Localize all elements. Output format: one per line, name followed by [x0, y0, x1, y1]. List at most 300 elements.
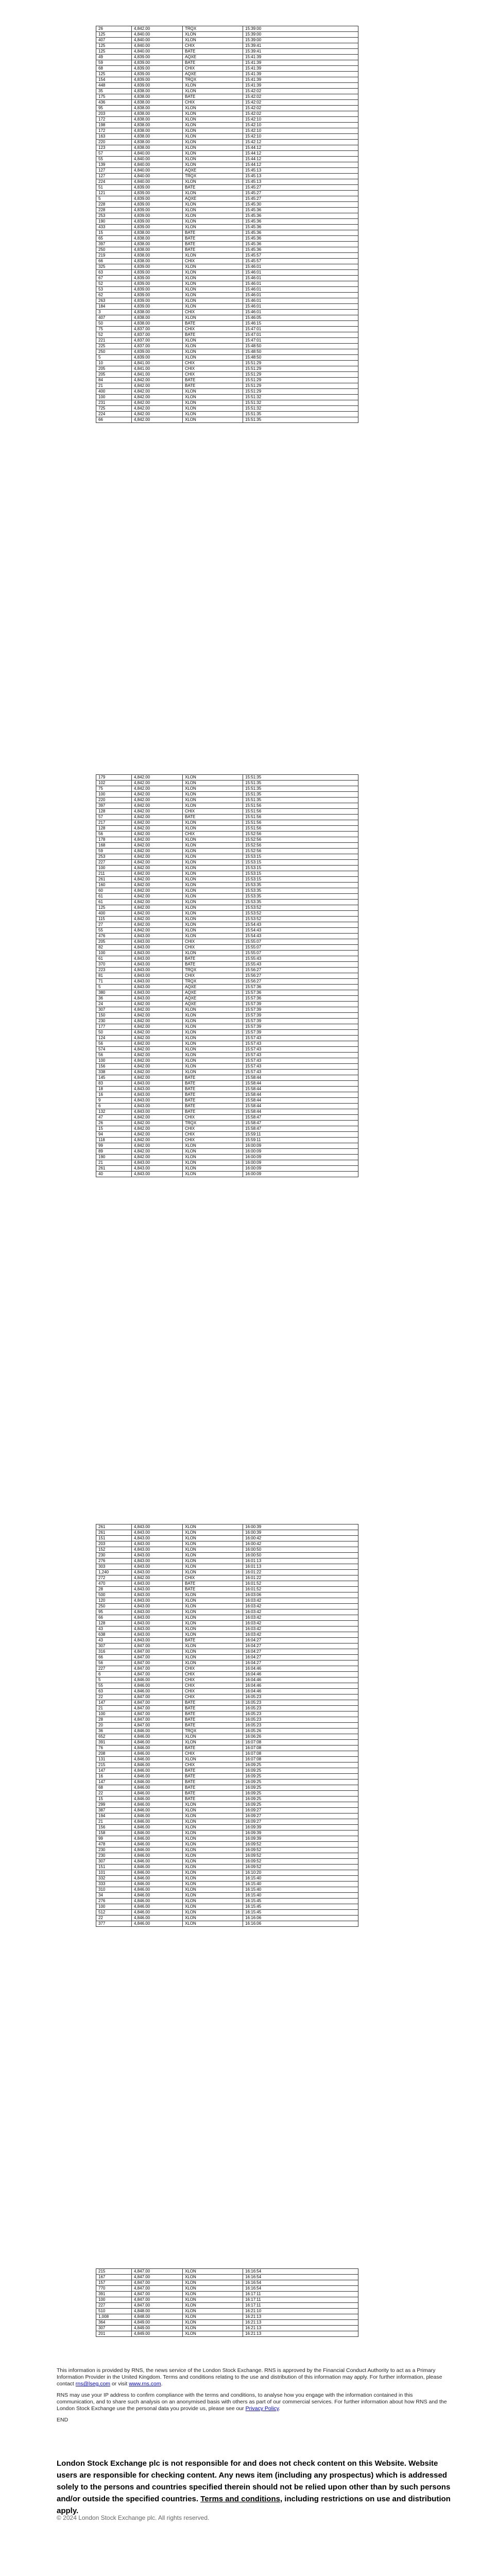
- venue-cell: XLON: [183, 191, 243, 196]
- price-cell: 4,842.00: [132, 781, 183, 786]
- price-cell: 4,842.00: [132, 1058, 183, 1064]
- venue-cell: XLON: [183, 900, 243, 905]
- price-cell: 4,846.00: [132, 1683, 183, 1689]
- venue-cell: XLON: [183, 877, 243, 883]
- table-row: [96, 1706, 358, 1711]
- venue-cell: CHIX: [183, 939, 243, 945]
- table-row: [96, 1768, 358, 1774]
- contact-email-link[interactable]: rns@lseg.com: [75, 2381, 111, 2387]
- venue-cell: XLON: [183, 1876, 243, 1882]
- volume-cell: 59: [96, 60, 132, 66]
- volume-cell: 100: [96, 792, 132, 798]
- volume-cell: 178: [96, 837, 132, 843]
- venue-cell: CHIX: [183, 1677, 243, 1683]
- price-cell: 4,847.00: [132, 1666, 183, 1672]
- venue-cell: XLON: [183, 1887, 243, 1893]
- volume-cell: 40: [96, 1172, 132, 1177]
- time-cell: 15:51:29: [243, 372, 358, 378]
- price-cell: 4,840.00: [132, 174, 183, 179]
- table-row: [96, 100, 358, 106]
- volume-cell: 118: [96, 1138, 132, 1143]
- table-row: [96, 213, 358, 219]
- venue-cell: XLON: [183, 145, 243, 151]
- price-cell: 4,846.00: [132, 1802, 183, 1808]
- price-cell: 4,842.00: [132, 877, 183, 883]
- table-row: [96, 1592, 358, 1598]
- price-cell: 4,846.00: [132, 1865, 183, 1870]
- price-cell: 4,842.00: [132, 911, 183, 917]
- venue-cell: XLON: [183, 1547, 243, 1553]
- volume-cell: 1,240: [96, 1570, 132, 1575]
- venue-cell: XLON: [183, 264, 243, 270]
- price-cell: 4,847.00: [132, 1649, 183, 1655]
- venue-cell: BATE: [183, 1706, 243, 1711]
- privacy-policy-link[interactable]: Privacy Policy: [245, 2405, 279, 2412]
- table-row: [96, 2326, 358, 2331]
- time-cell: 16:05:23: [243, 1694, 358, 1700]
- volume-cell: 132: [96, 1109, 132, 1115]
- price-cell: 4,839.00: [132, 281, 183, 287]
- rns-website-link[interactable]: www.rns.com: [129, 2381, 161, 2387]
- table-row: [96, 1024, 358, 1030]
- time-cell: 15:58:44: [243, 1098, 358, 1104]
- volume-cell: 160: [96, 883, 132, 888]
- table-row: [96, 1791, 358, 1797]
- volume-cell: 250: [96, 1604, 132, 1609]
- time-cell: 15:51:56: [243, 826, 358, 832]
- trades-table-body: [96, 26, 358, 423]
- venue-cell: XLON: [183, 1149, 243, 1155]
- volume-cell: 139: [96, 162, 132, 168]
- venue-cell: BATE: [183, 185, 243, 191]
- disclaimer-text: , including restrictions on use and distribution apply.: [57, 2495, 451, 2515]
- table-row: [96, 1882, 358, 1887]
- time-cell: 15:42:02: [243, 111, 358, 117]
- time-cell: 15:53:52: [243, 905, 358, 911]
- time-cell: 16:03:42: [243, 1621, 358, 1626]
- volume-cell: 3: [96, 310, 132, 315]
- time-cell: 15:45:27: [243, 191, 358, 196]
- volume-cell: 125: [96, 72, 132, 77]
- venue-cell: XLON: [183, 298, 243, 304]
- price-cell: 4,843.00: [132, 990, 183, 996]
- table-row: [96, 871, 358, 877]
- time-cell: 15:41:39: [243, 83, 358, 89]
- time-cell: 16:00:39: [243, 1524, 358, 1530]
- time-cell: 15:57:39: [243, 1024, 358, 1030]
- volume-cell: 5: [96, 1677, 132, 1683]
- volume-cell: 307: [96, 2326, 132, 2331]
- table-row: [96, 247, 358, 253]
- time-cell: 15:46:01: [243, 304, 358, 310]
- price-cell: 4,841.00: [132, 361, 183, 366]
- volume-cell: 253: [96, 213, 132, 219]
- time-cell: 16:01:13: [243, 1564, 358, 1570]
- volume-cell: 63: [96, 1689, 132, 1694]
- volume-cell: 128: [96, 809, 132, 815]
- volume-cell: 325: [96, 264, 132, 270]
- price-cell: 4,838.00: [132, 236, 183, 242]
- price-cell: 4,839.00: [132, 298, 183, 304]
- time-cell: 15:44:12: [243, 151, 358, 157]
- volume-cell: 16: [96, 1092, 132, 1098]
- table-row: [96, 1808, 358, 1814]
- table-row: [96, 1172, 358, 1177]
- volume-cell: 316: [96, 1649, 132, 1655]
- price-cell: 4,846.00: [132, 1859, 183, 1865]
- trades-table-2: [96, 774, 358, 1177]
- time-cell: 15:45:36: [243, 236, 358, 242]
- time-cell: 15:53:52: [243, 911, 358, 917]
- volume-cell: 224: [96, 412, 132, 417]
- venue-cell: XLON: [183, 803, 243, 809]
- volume-cell: 225: [96, 344, 132, 349]
- time-cell: 15:51:56: [243, 809, 358, 815]
- table-row: [96, 327, 358, 332]
- table-row: [96, 1893, 358, 1899]
- volume-cell: 63: [96, 270, 132, 276]
- volume-cell: 131: [96, 1757, 132, 1762]
- venue-cell: XLON: [183, 412, 243, 417]
- time-cell: 15:42:12: [243, 140, 358, 145]
- time-cell: 16:01:22: [243, 1575, 358, 1581]
- venue-cell: XLON: [183, 1155, 243, 1160]
- time-cell: 15:54:43: [243, 934, 358, 939]
- volume-cell: 61: [96, 900, 132, 905]
- volume-cell: 34: [96, 1893, 132, 1899]
- volume-cell: 179: [96, 775, 132, 781]
- volume-cell: 154: [96, 77, 132, 83]
- venue-cell: XLON: [183, 1609, 243, 1615]
- volume-cell: 115: [96, 917, 132, 922]
- table-row: [96, 815, 358, 820]
- price-cell: 4,841.00: [132, 372, 183, 378]
- time-cell: 15:45:36: [243, 208, 358, 213]
- volume-cell: 370: [96, 962, 132, 968]
- volume-cell: 100: [96, 1058, 132, 1064]
- price-cell: 4,846.00: [132, 1734, 183, 1740]
- privacy-notice-paragraph: [57, 2392, 448, 2412]
- time-cell: 15:57:36: [243, 985, 358, 990]
- venue-cell: XLON: [183, 1615, 243, 1621]
- price-cell: 4,843.00: [132, 1598, 183, 1604]
- volume-cell: 55: [96, 928, 132, 934]
- volume-cell: 478: [96, 1842, 132, 1848]
- volume-cell: 272: [96, 1575, 132, 1581]
- volume-cell: 61: [96, 894, 132, 900]
- volume-cell: 52: [96, 332, 132, 338]
- venue-cell: AQXE: [183, 990, 243, 996]
- table-row: [96, 1587, 358, 1592]
- volume-cell: 66: [96, 1655, 132, 1660]
- volume-cell: 36: [96, 1728, 132, 1734]
- table-row: [96, 1047, 358, 1053]
- table-row: [96, 134, 358, 140]
- price-cell: 4,842.00: [132, 888, 183, 894]
- table-row: [96, 1002, 358, 1007]
- price-cell: 4,842.00: [132, 1002, 183, 1007]
- table-row: [96, 1070, 358, 1075]
- price-cell: 4,843.00: [132, 1615, 183, 1621]
- table-row: [96, 792, 358, 798]
- venue-cell: XLON: [183, 395, 243, 400]
- venue-cell: BATE: [183, 383, 243, 389]
- volume-cell: 15: [96, 1126, 132, 1132]
- venue-cell: XLON: [183, 1916, 243, 1921]
- price-cell: 4,846.00: [132, 1757, 183, 1762]
- time-cell: 16:16:06: [243, 1921, 358, 1927]
- table-row: [96, 1842, 358, 1848]
- time-cell: 15:51:29: [243, 366, 358, 372]
- notice-text: .: [279, 2405, 281, 2412]
- venue-cell: XLON: [183, 287, 243, 293]
- venue-cell: XLON: [183, 400, 243, 406]
- venue-cell: TRQX: [183, 1728, 243, 1734]
- table-row: [96, 1660, 358, 1666]
- venue-cell: XLON: [183, 1848, 243, 1853]
- volume-cell: 21: [96, 1706, 132, 1711]
- price-cell: 4,847.00: [132, 2269, 183, 2275]
- time-cell: 16:05:23: [243, 1711, 358, 1717]
- time-cell: 15:47:01: [243, 332, 358, 338]
- venue-cell: XLON: [183, 2292, 243, 2297]
- price-cell: 4,838.00: [132, 247, 183, 253]
- volume-cell: 99: [96, 1836, 132, 1842]
- time-cell: 15:42:10: [243, 123, 358, 128]
- volume-cell: 231: [96, 400, 132, 406]
- table-row: [96, 917, 358, 922]
- volume-cell: 15: [96, 230, 132, 236]
- time-cell: 16:16:54: [243, 2280, 358, 2286]
- venue-cell: XLON: [183, 1030, 243, 1036]
- table-row: [96, 2331, 358, 2337]
- venue-cell: XLON: [183, 417, 243, 423]
- rns-notice-paragraph: [57, 2367, 448, 2387]
- time-cell: 15:57:39: [243, 1019, 358, 1024]
- time-cell: 16:05:23: [243, 1700, 358, 1706]
- volume-cell: 184: [96, 304, 132, 310]
- volume-cell: 95: [96, 106, 132, 111]
- time-cell: 16:21:13: [243, 2320, 358, 2326]
- volume-cell: 364: [96, 2320, 132, 2326]
- price-cell: 4,842.00: [132, 905, 183, 911]
- volume-cell: 208: [96, 1751, 132, 1757]
- price-cell: 4,847.00: [132, 1655, 183, 1660]
- volume-cell: 57: [96, 815, 132, 820]
- price-cell: 4,838.00: [132, 140, 183, 145]
- volume-cell: 50: [96, 1030, 132, 1036]
- price-cell: 4,838.00: [132, 259, 183, 264]
- venue-cell: XLON: [183, 2297, 243, 2303]
- venue-cell: XLON: [183, 1853, 243, 1859]
- time-cell: 15:45:36: [243, 225, 358, 230]
- venue-cell: XLON: [183, 1865, 243, 1870]
- venue-cell: XLON: [183, 2303, 243, 2309]
- venue-cell: XLON: [183, 111, 243, 117]
- price-cell: 4,842.00: [132, 883, 183, 888]
- notice-text: RNS may use your IP address to confirm compliance with the terms and conditions, to analyse how you engage with the information contained in this communication, and to share such analysis on an anonymised basis with others as part of our commercial services. For further information about how RNS and the London Stock Exchange use the personal data you provide us, please see our: [57, 2392, 447, 2412]
- venue-cell: XLON: [183, 1808, 243, 1814]
- venue-cell: XLON: [183, 1740, 243, 1745]
- table-row: [96, 338, 358, 344]
- table-row: [96, 1831, 358, 1836]
- time-cell: 15:39:00: [243, 38, 358, 43]
- table-row: [96, 1053, 358, 1058]
- venue-cell: BATE: [183, 1723, 243, 1728]
- volume-cell: 125: [96, 49, 132, 55]
- volume-cell: 303: [96, 1564, 132, 1570]
- time-cell: 15:39:00: [243, 26, 358, 32]
- table-row: [96, 315, 358, 321]
- table-row: [96, 860, 358, 866]
- volume-cell: 436: [96, 100, 132, 106]
- price-cell: 4,842.00: [132, 928, 183, 934]
- volume-cell: 152: [96, 1547, 132, 1553]
- trades-table-body: [96, 2269, 358, 2337]
- venue-cell: XLON: [183, 849, 243, 854]
- venue-cell: XLON: [183, 344, 243, 349]
- price-cell: 4,840.00: [132, 151, 183, 157]
- table-row: [96, 2286, 358, 2292]
- table-row: [96, 1160, 358, 1166]
- time-cell: 15:42:10: [243, 134, 358, 140]
- volume-cell: 205: [96, 372, 132, 378]
- volume-cell: 71: [96, 979, 132, 985]
- table-row: [96, 1700, 358, 1706]
- venue-cell: BATE: [183, 1717, 243, 1723]
- venue-cell: BATE: [183, 1768, 243, 1774]
- price-cell: 4,847.00: [132, 1711, 183, 1717]
- table-row: [96, 1149, 358, 1155]
- table-row: [96, 945, 358, 951]
- price-cell: 4,842.00: [132, 860, 183, 866]
- volume-cell: 638: [96, 1632, 132, 1638]
- table-row: [96, 1541, 358, 1547]
- volume-cell: 89: [96, 1149, 132, 1155]
- price-cell: 4,842.00: [132, 837, 183, 843]
- price-cell: 4,842.00: [132, 832, 183, 837]
- price-cell: 4,839.00: [132, 66, 183, 72]
- table-row: [96, 1762, 358, 1768]
- time-cell: 15:41:39: [243, 77, 358, 83]
- venue-cell: XLON: [183, 934, 243, 939]
- venue-cell: XLON: [183, 1734, 243, 1740]
- time-cell: 15:46:01: [243, 276, 358, 281]
- venue-cell: TRQX: [183, 1121, 243, 1126]
- table-row: [96, 1825, 358, 1831]
- price-cell: 4,842.00: [132, 786, 183, 792]
- table-row: [96, 1104, 358, 1109]
- venue-cell: XLON: [183, 1825, 243, 1831]
- venue-cell: CHIX: [183, 372, 243, 378]
- table-row: [96, 832, 358, 837]
- time-cell: 15:45:36: [243, 230, 358, 236]
- table-row: [96, 1007, 358, 1013]
- time-cell: 16:05:26: [243, 1728, 358, 1734]
- venue-cell: XLON: [183, 253, 243, 259]
- table-row: [96, 1115, 358, 1121]
- venue-cell: BATE: [183, 49, 243, 55]
- time-cell: 16:16:54: [243, 2269, 358, 2275]
- table-row: [96, 2269, 358, 2275]
- volume-cell: 22: [96, 1916, 132, 1921]
- venue-cell: XLON: [183, 179, 243, 185]
- venue-cell: XLON: [183, 355, 243, 361]
- volume-cell: 147: [96, 1780, 132, 1785]
- table-row: [96, 83, 358, 89]
- table-row: [96, 1677, 358, 1683]
- venue-cell: BATE: [183, 1791, 243, 1797]
- price-cell: 4,843.00: [132, 956, 183, 962]
- venue-cell: XLON: [183, 270, 243, 276]
- price-cell: 4,846.00: [132, 1774, 183, 1780]
- table-row: [96, 854, 358, 860]
- venue-cell: CHIX: [183, 1762, 243, 1768]
- price-cell: 4,846.00: [132, 1808, 183, 1814]
- time-cell: 16:01:22: [243, 1570, 358, 1575]
- time-cell: 15:58:44: [243, 1087, 358, 1092]
- table-row: [96, 1609, 358, 1615]
- table-row: [96, 1604, 358, 1609]
- volume-cell: 125: [96, 43, 132, 49]
- price-cell: 4,840.00: [132, 43, 183, 49]
- volume-cell: 20: [96, 1723, 132, 1728]
- table-row: [96, 1734, 358, 1740]
- table-row: [96, 55, 358, 60]
- time-cell: 15:58:47: [243, 1115, 358, 1121]
- terms-and-conditions-link[interactable]: Terms and conditions: [200, 2495, 280, 2503]
- venue-cell: AQXE: [183, 55, 243, 60]
- price-cell: 4,843.00: [132, 1626, 183, 1632]
- time-cell: 16:09:27: [243, 1808, 358, 1814]
- time-cell: 15:47:01: [243, 327, 358, 332]
- time-cell: 15:57:39: [243, 1030, 358, 1036]
- time-cell: 15:45:36: [243, 213, 358, 219]
- table-row: [96, 1728, 358, 1734]
- table-row: [96, 162, 358, 168]
- price-cell: 4,843.00: [132, 985, 183, 990]
- venue-cell: XLON: [183, 866, 243, 871]
- table-row: [96, 905, 358, 911]
- price-cell: 4,842.00: [132, 412, 183, 417]
- volume-cell: 725: [96, 406, 132, 412]
- time-cell: 15:42:02: [243, 106, 358, 111]
- venue-cell: AQXE: [183, 168, 243, 174]
- volume-cell: 205: [96, 939, 132, 945]
- table-row: [96, 809, 358, 815]
- time-cell: 15:58:47: [243, 1121, 358, 1126]
- price-cell: 4,846.00: [132, 1893, 183, 1899]
- venue-cell: XLON: [183, 1921, 243, 1927]
- time-cell: 16:09:52: [243, 1853, 358, 1859]
- price-cell: 4,846.00: [132, 1745, 183, 1751]
- price-cell: 4,838.00: [132, 230, 183, 236]
- volume-cell: 250: [96, 247, 132, 253]
- price-cell: 4,843.00: [132, 1581, 183, 1587]
- price-cell: 4,838.00: [132, 89, 183, 94]
- venue-cell: BATE: [183, 1745, 243, 1751]
- volume-cell: 172: [96, 117, 132, 123]
- venue-cell: XLON: [183, 2314, 243, 2320]
- volume-cell: 94: [96, 1132, 132, 1138]
- table-row: [96, 968, 358, 973]
- volume-cell: 227: [96, 1666, 132, 1672]
- price-cell: 4,843.00: [132, 1632, 183, 1638]
- venue-cell: XLON: [183, 1660, 243, 1666]
- table-row: [96, 1859, 358, 1865]
- venue-cell: XLON: [183, 1564, 243, 1570]
- table-row: [96, 1581, 358, 1587]
